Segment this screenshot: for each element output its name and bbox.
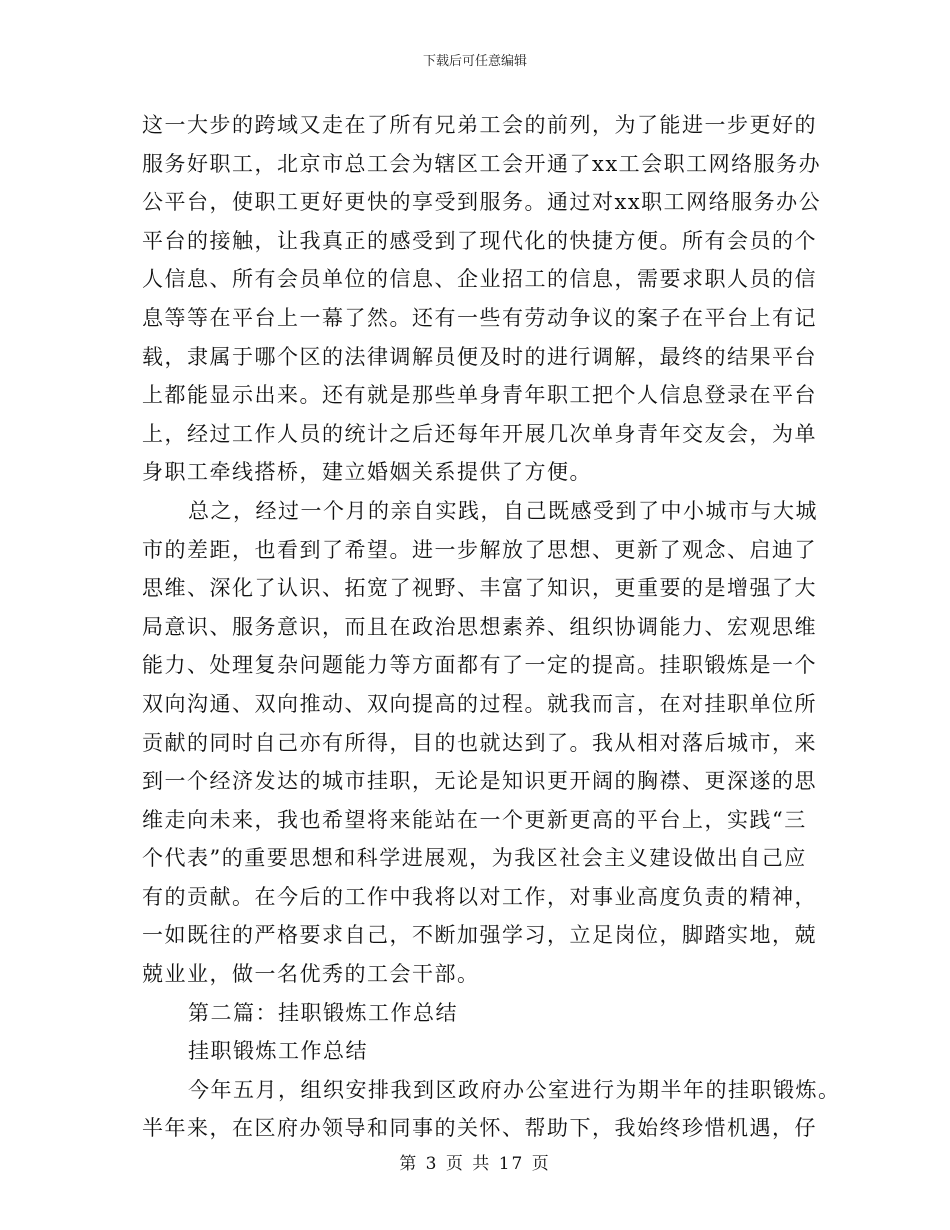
paragraph-start-line: 总之，经过一个月的亲自实践，自己既感受到了中小城市与大城 <box>188 498 818 523</box>
page-number-footer: 第 3 页 共 17 页 <box>399 1154 551 1174</box>
text-line: 能力、处理复杂问题能力等方面都有了一定的提高。挂职锻炼是一个 <box>142 653 817 678</box>
text-line: 平台的接触，让我真正的感受到了现代化的快捷方便。所有会员的个 <box>142 228 817 253</box>
document-title: 挂职锻炼工作总结 <box>188 1039 368 1064</box>
text-line: 局意识、服务意识，而且在政治思想素养、组织协调能力、宏观思维 <box>142 614 817 639</box>
text-line: 上都能显示出来。还有就是那些单身青年职工把个人信息登录在平台 <box>142 383 817 408</box>
text-line: 这一大步的跨域又走在了所有兄弟工会的前列，为了能进一步更好的 <box>142 113 817 137</box>
text-line: 贡献的同时自己亦有所得，目的也就达到了。我从相对落后城市，来 <box>142 730 817 755</box>
text-line: 维走向未来，我也希望将来能站在一个更新更高的平台上，实践“三 <box>142 807 807 832</box>
paragraph-start-line: 今年五月，组织安排我到区政府办公室进行为期半年的挂职锻炼。 <box>188 1077 841 1102</box>
text-line: 双向沟通、双向推动、双向提高的过程。就我而言，在对挂职单位所 <box>142 691 817 716</box>
text-line: 上，经过工作人员的统计之后还每年开展几次单身青年交友会，为单 <box>142 421 817 446</box>
document-body <box>142 106 841 1148</box>
text-line: 市的差距，也看到了希望。进一步解放了思想、更新了观念、启迪了 <box>142 537 817 562</box>
page-header-note: 下载后可任意编辑 <box>422 54 527 69</box>
text-line: 兢业业，做一名优秀的工会干部。 <box>142 962 480 987</box>
text-line: 人信息、所有会员单位的信息、企业招工的信息，需要求职人员的信 <box>142 267 817 292</box>
text-line: 公平台，使职工更好更快的享受到服务。通过对xx职工网络服务办公 <box>142 190 822 215</box>
text-line: 个代表”的重要思想和科学进展观，为我区社会主义建设做出自己应 <box>142 846 807 871</box>
text-line: 一如既往的严格要求自己，不断加强学习，立足岗位，脚踏实地，兢 <box>142 923 817 948</box>
section-heading: 第二篇：挂职锻炼工作总结 <box>188 1000 458 1025</box>
text-line: 载，隶属于哪个区的法律调解员便及时的进行调解，最终的结果平台 <box>142 344 817 369</box>
text-line: 半年来，在区府办领导和同事的关怀、帮助下，我始终珍惜机遇，仔 <box>142 1116 817 1141</box>
text-line: 息等等在平台上一幕了然。还有一些有劳动争议的案子在平台上有记 <box>142 305 817 330</box>
text-line: 到一个经济发达的城市挂职，无论是知识更开阔的胸襟、更深遂的思 <box>142 769 817 794</box>
text-line: 身职工牵线搭桥，建立婚姻关系提供了方便。 <box>142 460 592 485</box>
text-line: 思维、深化了认识、拓宽了视野、丰富了知识，更重要的是增强了大 <box>142 576 817 601</box>
text-line: 服务好职工，北京市总工会为辖区工会开通了xx工会职工网络服务办 <box>142 151 822 176</box>
text-line: 有的贡献。在今后的工作中我将以对工作，对事业高度负责的精神， <box>142 884 817 909</box>
